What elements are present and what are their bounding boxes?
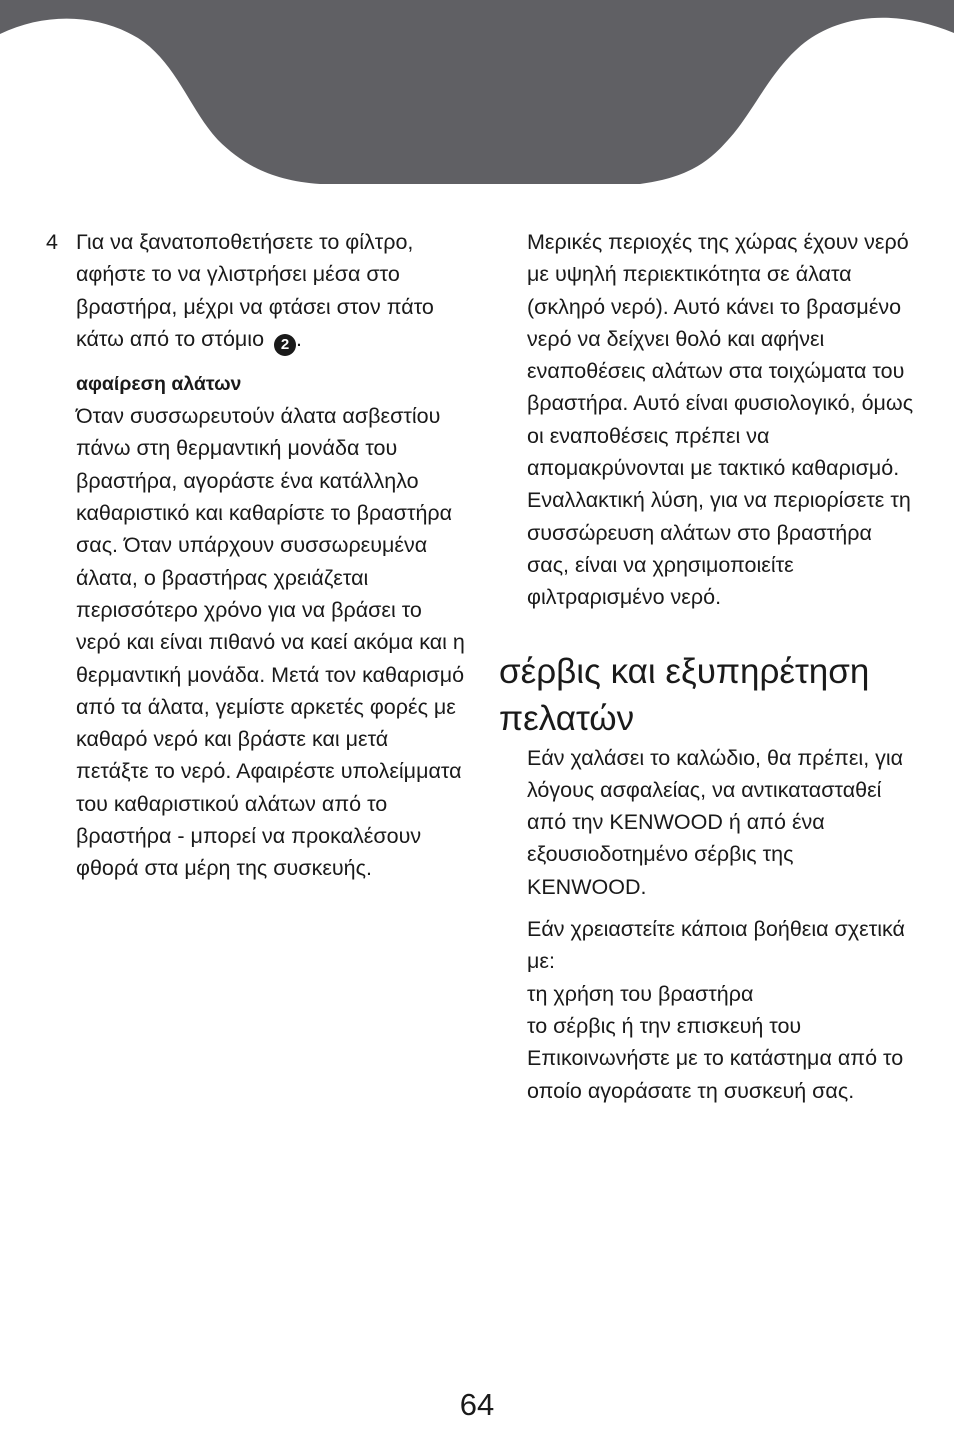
- descaling-body: Όταν συσσωρευτούν άλατα ασβεστίου πάνω στη θερμαντική μονάδα του βραστήρα, αγοράστε ένα κατάλληλο καθαριστικό και καθαρίστε το βραστήρα σας. Όταν υπάρχουν συσσωρευμένα άλατα, ο βραστήρας χρειάζεται περισσότερο χρόνο για να βράσει το νερό και είναι πιθανό να καεί ακόμα και η θερμαντική μονάδα. Μετά τον καθαρισμό από τα άλατα, γεμίστε αρκετές φορές με καθαρό νερό και βράστε και μετά πετάξτε το νερό. Αφαιρέστε υπολείμματα του καθαριστικού αλάτων από το βραστήρα - μπορεί να προκαλέσουν φθορά στα μέρη της συσκευής.: [76, 404, 465, 881]
- header-wave-shape: [0, 0, 954, 184]
- hard-water-section: [497, 226, 917, 614]
- cord-replacement-paragraph: Εάν χαλάσει το καλώδιο, θα πρέπει, για λόγους ασφαλείας, να αντικατασταθεί από την KENWOOD ή από ένα εξουσιοδοτημένο σέρβις της KENWOOD.: [527, 745, 904, 899]
- figure-reference-badge: 2: [274, 334, 296, 356]
- descaling-section: [46, 368, 466, 885]
- left-column: [46, 226, 466, 885]
- right-column: [497, 226, 917, 1107]
- service-section-title: σέρβις και εξυπηρέτηση πελατών: [499, 651, 870, 738]
- header-wave-decoration: [0, 0, 954, 200]
- step-number: 4: [46, 230, 58, 254]
- step-text: Για να ξανατοποθετήσετε το φίλτρο, αφήστε το να γλιστρήσει μέσα στο βραστήρα, μέχρι να φτάσει στον πάτο κάτω από το στόμιο: [76, 230, 434, 351]
- descaling-heading: αφαίρεση αλάτων: [76, 372, 242, 395]
- step-text-end: .: [296, 326, 302, 351]
- page-number: 64: [459, 1387, 495, 1422]
- help-item-usage: τη χρήση του βραστήρα: [527, 981, 754, 1006]
- instruction-step: [46, 226, 466, 356]
- contact-paragraph: Επικοινωνήστε με το κατάστημα από το οποίο αγοράσατε τη συσκευή σας.: [527, 1046, 904, 1103]
- help-intro: Εάν χρειαστείτε κάποια βοήθεια σχετικά με:: [527, 917, 905, 974]
- help-item-service: το σέρβις ή την επισκευή του: [527, 1013, 802, 1038]
- service-section: [497, 742, 917, 1107]
- filtered-water-paragraph: Εναλλακτική λύση, για να περιορίσετε τη συσσώρευση αλάτων στο βραστήρα σας, είναι να χρησιμοποιείτε φιλτραρισμένο νερό.: [527, 488, 911, 610]
- hard-water-paragraph: Μερικές περιοχές της χώρας έχουν νερό με υψηλή περιεκτικότητα σε άλατα (σκληρό νερό). Αυτό κάνει το βρασμένο νερό να δείχνει θολό και αφήνει εναποθέσεις αλάτων στα τοιχώματα του βραστήρα. Αυτό είναι φυσιολογικό, όμως οι εναποθέσεις πρέπει να απομακρύνονται με τακτικό καθαρισμό.: [527, 230, 914, 481]
